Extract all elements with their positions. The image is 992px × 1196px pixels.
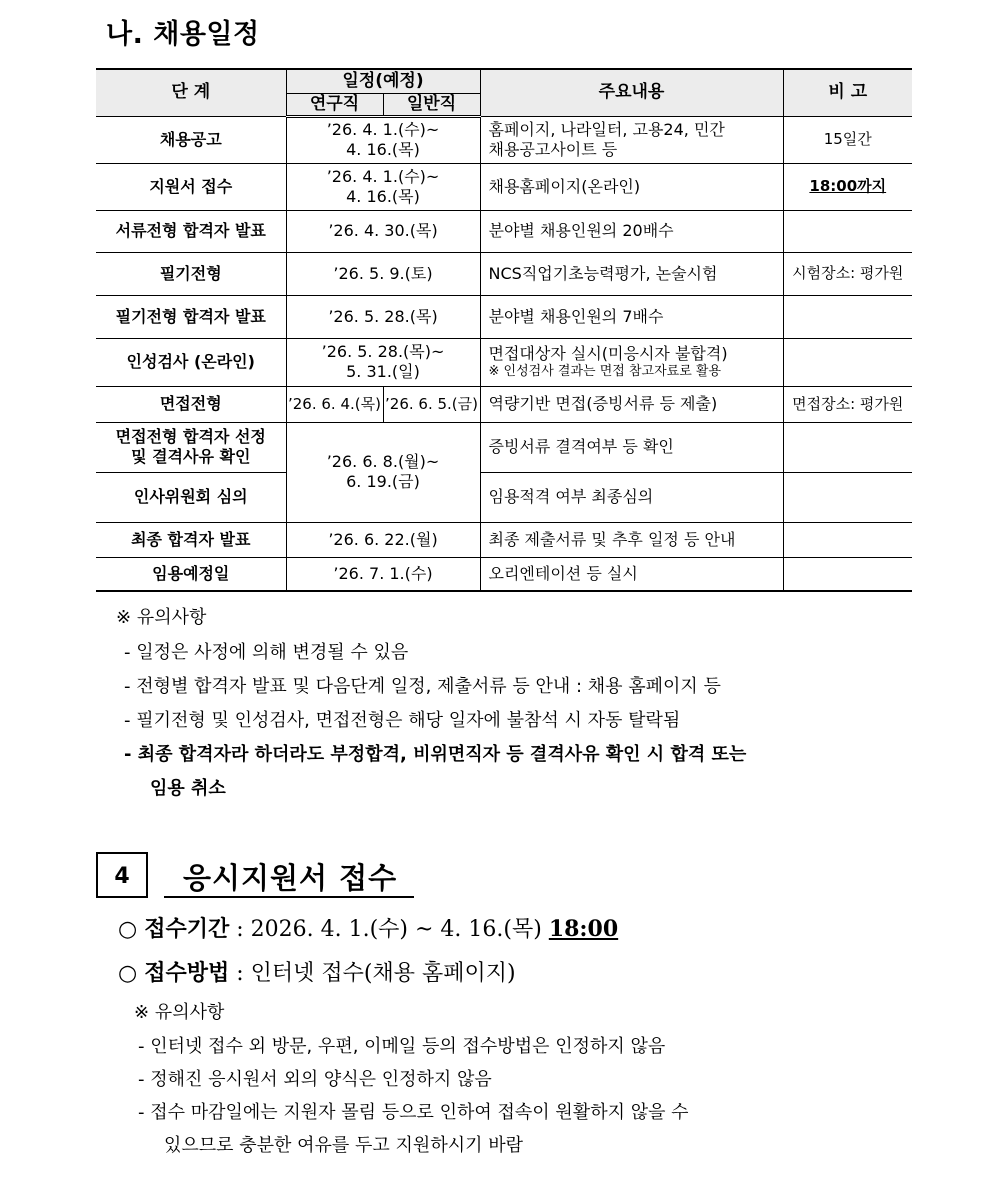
table-row bbox=[96, 116, 912, 163]
stage-cell: 필기전형 합격자 발표 bbox=[96, 295, 286, 338]
content-cell: 분야별 채용인원의 20배수 bbox=[480, 210, 783, 252]
header-note: 비 고 bbox=[783, 69, 912, 116]
note-item-continuation: 임용 취소 bbox=[150, 778, 226, 799]
header-stage: 단 계 bbox=[96, 69, 286, 116]
table-row bbox=[96, 210, 912, 252]
section-title: 나. 채용일정 bbox=[106, 19, 260, 50]
stage-cell: 인성검사 (온라인) bbox=[96, 338, 286, 386]
stage-cell: 서류전형 합격자 발표 bbox=[96, 210, 286, 252]
table-row bbox=[96, 386, 912, 422]
stage-cell: 필기전형 bbox=[96, 252, 286, 295]
note-item: - 일정은 사정에 의해 변경될 수 있음 bbox=[124, 642, 409, 663]
notes-heading: ※ 유의사항 bbox=[134, 1002, 225, 1023]
note-item-continuation: 있으므로 충분한 여유를 두고 지원하시기 바람 bbox=[164, 1135, 523, 1156]
table-row bbox=[96, 295, 912, 338]
note-item: - 정해진 응시원서 외의 양식은 인정하지 않음 bbox=[138, 1069, 492, 1090]
period-value: : 2026. 4. 1.(수) ~ 4. 16.(목) bbox=[236, 917, 542, 942]
deadline-note: 18:00까지 bbox=[809, 177, 887, 196]
schedule-table bbox=[96, 68, 912, 592]
content-cell: 역량기반 면접(증빙서류 등 제출) bbox=[480, 386, 783, 422]
method-line bbox=[118, 956, 516, 987]
section-title-underline bbox=[164, 896, 414, 898]
note-item: - 접수 마감일에는 지원자 몰림 등으로 인하여 접속이 원활하지 않을 수 bbox=[138, 1102, 689, 1123]
method-label: 접수방법 bbox=[144, 960, 230, 986]
note-cell bbox=[783, 422, 912, 472]
stage-cell: 인사위원회 심의 bbox=[96, 472, 286, 522]
stage-cell: 면접전형 합격자 선정 및 결격사유 확인 bbox=[96, 422, 286, 472]
date-cell: ’26. 5. 28.(목)~ 5. 31.(일) bbox=[286, 338, 480, 386]
note-cell bbox=[783, 295, 912, 338]
note-cell: 면접장소: 평가원 bbox=[783, 386, 912, 422]
date-cell: ’26. 6. 22.(월) bbox=[286, 522, 480, 557]
stage-cell: 면접전형 bbox=[96, 386, 286, 422]
bullet-circle-icon: ○ bbox=[118, 917, 138, 942]
note-cell: 15일간 bbox=[783, 116, 912, 163]
date-cell: ’26. 4. 30.(목) bbox=[286, 210, 480, 252]
content-cell: 증빙서류 결격여부 등 확인 bbox=[480, 422, 783, 472]
application-notes bbox=[134, 996, 914, 1162]
content-cell: 임용적격 여부 최종심의 bbox=[480, 472, 783, 522]
header-content: 주요내용 bbox=[480, 69, 783, 116]
period-time: 18:00 bbox=[548, 916, 619, 942]
header-schedule: 일정(예정) bbox=[286, 69, 480, 93]
table-row bbox=[96, 252, 912, 295]
bullet-circle-icon: ○ bbox=[118, 961, 138, 986]
table-row bbox=[96, 163, 912, 210]
note-item: - 전형별 합격자 발표 및 다음단계 일정, 제출서류 등 안내 : 채용 홈페이지 등 bbox=[124, 676, 721, 697]
table-row bbox=[96, 338, 912, 386]
stage-cell: 최종 합격자 발표 bbox=[96, 522, 286, 557]
date-cell: ’26. 5. 9.(토) bbox=[286, 252, 480, 295]
section-number-box: 4 bbox=[96, 852, 148, 898]
content-cell: 홈페이지, 나라일터, 고용24, 민간 채용공고사이트 등 bbox=[480, 116, 783, 163]
content-cell: 면접대상자 실시(미응시자 불합격) ※ 인성검사 결과는 면접 참고자료로 활용 bbox=[480, 338, 783, 386]
header-research: 연구직 bbox=[286, 93, 383, 116]
period-label: 접수기간 bbox=[144, 916, 230, 942]
stage-cell: 지원서 접수 bbox=[96, 163, 286, 210]
note-item: - 필기전형 및 인성검사, 면접전형은 해당 일자에 불참석 시 자동 탈락됨 bbox=[124, 710, 681, 731]
notes-heading: ※ 유의사항 bbox=[116, 607, 207, 628]
method-value: : 인터넷 접수(채용 홈페이지) bbox=[236, 961, 516, 986]
table-row bbox=[96, 422, 912, 472]
table-row bbox=[96, 472, 912, 522]
stage-cell: 임용예정일 bbox=[96, 557, 286, 591]
date-research-cell: ’26. 6. 4.(목) bbox=[286, 386, 383, 422]
date-cell: ’26. 5. 28.(목) bbox=[286, 295, 480, 338]
content-subnote: ※ 인성검사 결과는 면접 참고자료로 활용 bbox=[488, 364, 721, 380]
date-cell: ’26. 7. 1.(수) bbox=[286, 557, 480, 591]
notes-section bbox=[116, 600, 916, 806]
date-cell: ’26. 6. 8.(월)~ 6. 19.(금) bbox=[286, 422, 480, 522]
content-cell: 최종 제출서류 및 추후 일정 등 안내 bbox=[480, 522, 783, 557]
note-cell bbox=[783, 338, 912, 386]
note-cell bbox=[783, 522, 912, 557]
note-cell bbox=[783, 163, 912, 210]
note-cell bbox=[783, 557, 912, 591]
note-cell: 시험장소: 평가원 bbox=[783, 252, 912, 295]
date-cell: ’26. 4. 1.(수)~ 4. 16.(목) bbox=[286, 163, 480, 210]
date-general-cell: ’26. 6. 5.(금) bbox=[383, 386, 480, 422]
table-row bbox=[96, 557, 912, 591]
note-item: - 최종 합격자라 하더라도 부정합격, 비위면직자 등 결격사유 확인 시 합격 또는 bbox=[124, 744, 747, 765]
content-cell: NCS직업기초능력평가, 논술시험 bbox=[480, 252, 783, 295]
date-cell: ’26. 4. 1.(수)~ 4. 16.(목) bbox=[286, 116, 480, 163]
section-4-title: 응시지원서 접수 bbox=[183, 861, 398, 895]
stage-cell: 채용공고 bbox=[96, 116, 286, 163]
content-cell: 분야별 채용인원의 7배수 bbox=[480, 295, 783, 338]
header-general: 일반직 bbox=[383, 93, 480, 116]
content-cell: 채용홈페이지(온라인) bbox=[480, 163, 783, 210]
period-line bbox=[118, 912, 618, 943]
note-cell bbox=[783, 472, 912, 522]
table-row bbox=[96, 522, 912, 557]
note-cell bbox=[783, 210, 912, 252]
content-cell: 오리엔테이션 등 실시 bbox=[480, 557, 783, 591]
note-item: - 인터넷 접수 외 방문, 우편, 이메일 등의 접수방법은 인정하지 않음 bbox=[138, 1036, 666, 1057]
